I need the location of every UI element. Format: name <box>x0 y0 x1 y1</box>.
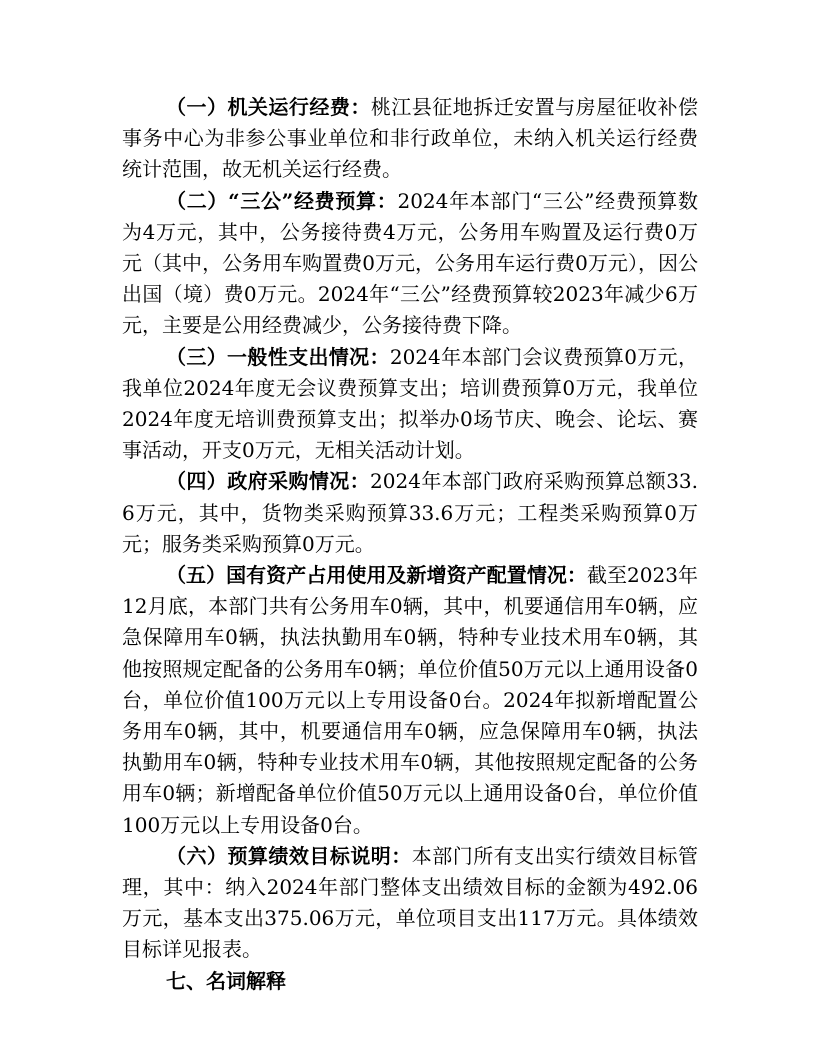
paragraph-performance-goals <box>122 841 698 966</box>
paragraph-heading: （二）“三公”经费预算： <box>166 188 398 213</box>
paragraph-body: 桃江县征地拆迁安置与房屋征收补偿事务中心为非参公事业单位和非行政单位，未纳入机关运行经费统计范围，故无机关运行经费。 <box>122 95 699 182</box>
paragraph-heading: （六）预算绩效目标说明： <box>166 843 412 868</box>
paragraph-heading: （五）国有资产占用使用及新增资产配置情况： <box>166 563 587 588</box>
paragraph-government-procurement <box>122 466 698 560</box>
paragraph-three-public-expenses <box>122 186 698 342</box>
paragraph-heading: （一）机关运行经费： <box>166 95 371 119</box>
paragraph-body: 2024年本部门政府采购预算总额33.6万元，其中，货物类采购预算33.6万元；工程类采购预算0万元；服务类采购预算0万元。 <box>122 469 698 556</box>
paragraph-heading: （三）一般性支出情况： <box>166 344 390 369</box>
paragraph-heading: （四）政府采购情况： <box>166 469 371 494</box>
document-page <box>122 92 698 997</box>
paragraph-state-assets <box>122 560 698 841</box>
paragraph-body: 截至2023年12月底，本部门共有公务用车0辆，其中，机要通信用车0辆，应急保障用车0辆，执法执勤用车0辆，特种专业技术用车0辆，其他按照规定配备的公务用车0辆；单位价值50万元以上通用设备0台，单位价值100万元以上专用设备0台。2024年拟新增配置公务用车0辆，其中，机要通信用车0辆，应急保障用车0辆，执法执勤用车0辆，特种专业技术用车0辆，其他按照规定配备的公务用车0辆；新增配备单位价值50万元以上通用设备0台，单位价值100万元以上专用设备0台。 <box>122 563 699 837</box>
paragraph-body: 2024年本部门“三公”经费预算数为4万元，其中，公务接待费4万元，公务用车购置及运行费0万元（其中，公务用车购置费0万元，公务用车运行费0万元），因公出国（境）费0万元。2024年“三公”经费预算较2023年减少6万元，主要是公用经费减少，公务接待费下降。 <box>122 188 698 338</box>
paragraph-general-expenditure <box>122 342 698 467</box>
paragraph-body: 本部门所有支出实行绩效目标管理，其中：纳入2024年部门整体支出绩效目标的金额为492.06万元，基本支出375.06万元，单位项目支出117万元。具体绩效目标详见报表。 <box>122 843 699 962</box>
paragraph-body: 2024年本部门会议费预算0万元，我单位2024年度无会议费预算支出；培训费预算0万元，我单位2024年度无培训费预算支出；拟举办0场节庆、晚会、论坛、赛事活动，开支0万元，无相关活动计划。 <box>122 344 699 463</box>
paragraph-office-operating-expenses <box>122 92 698 186</box>
section-title-glossary: 七、名词解释 <box>166 968 286 993</box>
